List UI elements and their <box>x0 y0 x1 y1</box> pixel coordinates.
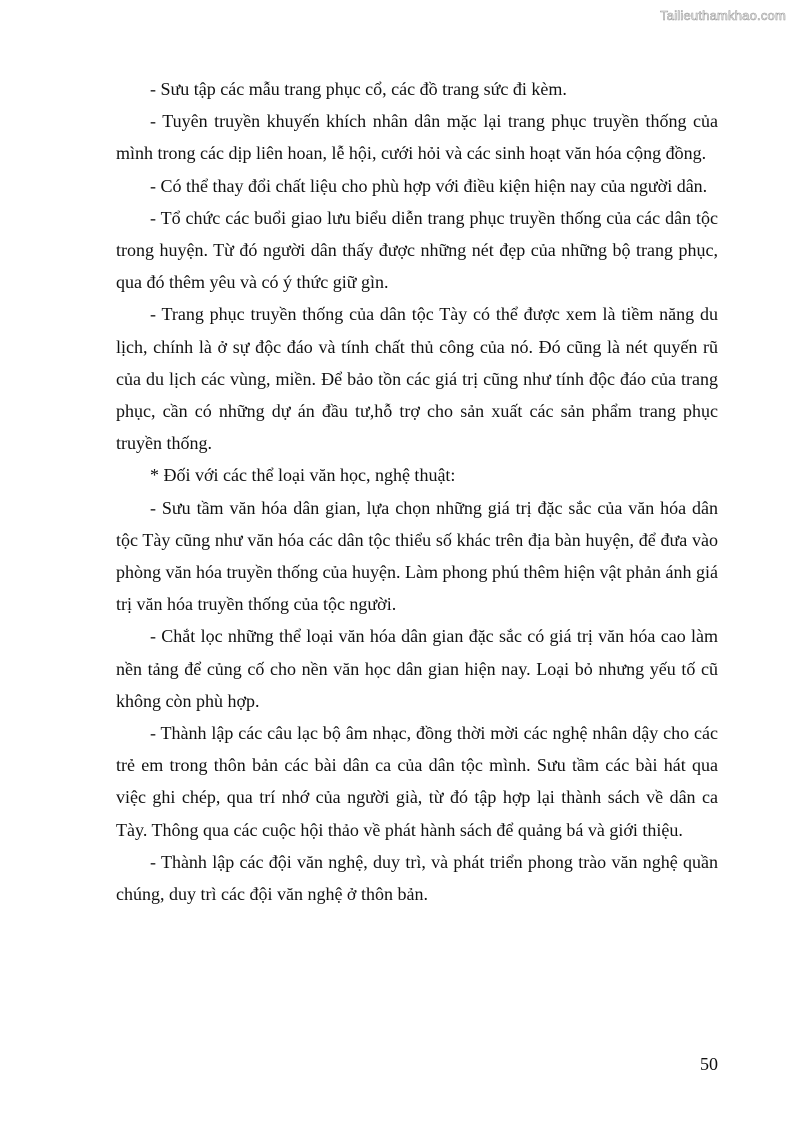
paragraph: - Tổ chức các buổi giao lưu biểu diễn trang phục truyền thống của các dân tộc trong huyện. Từ đó người dân thấy được những nét đẹp của những bộ trang phục, qua đó thêm yêu và có ý thức giữ gìn. <box>116 207 718 293</box>
watermark: Tailieuthamkhao.com <box>660 8 786 23</box>
paragraph: - Thành lập các đội văn nghệ, duy trì, và phát triển phong trào văn nghệ quần chúng, duy trì các đội văn nghệ ở thôn bản. <box>116 851 718 905</box>
paragraph: - Chắt lọc những thể loại văn hóa dân gian đặc sắc có giá trị văn hóa cao làm nền tảng để củng cố cho nền văn học dân gian hiện nay. Loại bỏ nhưng yếu tố cũ không còn phù hợp. <box>116 626 718 711</box>
paragraph: - Sưu tập các mẫu trang phục cổ, các đồ trang sức đi kèm. <box>150 79 567 99</box>
document-body <box>116 73 718 910</box>
section-heading: * Đối với các thể loại văn học, nghệ thuật: <box>150 465 456 486</box>
paragraph: - Trang phục truyền thống của dân tộc Tày có thể được xem là tiềm năng du lịch, chính là ở sự độc đáo và tính chất thủ công của nó. Đó cũng là nét quyến rũ của du lịch các vùng, miền. Để bảo tồn các giá trị cũng như tính độc đáo của trang phục, cần có những dự án đầu tư,hỗ trợ cho sản xuất các sản phẩm trang phục truyền thống. <box>116 304 718 454</box>
paragraph: - Sưu tầm văn hóa dân gian, lựa chọn những giá trị đặc sắc của văn hóa dân tộc Tày cũng như văn hóa các dân tộc thiểu số khác trên địa bàn huyện, để đưa vào phòng văn hóa truyền thống của huyện. Làm phong phú thêm hiện vật phản ánh giá trị văn hóa truyền thống của tộc người. <box>116 497 718 615</box>
paragraph: - Tuyên truyền khuyến khích nhân dân mặc lại trang phục truyền thống của mình trong các dịp liên hoan, lễ hội, cưới hỏi và các sinh hoạt văn hóa cộng đồng. <box>116 111 718 164</box>
paragraph: - Có thể thay đổi chất liệu cho phù hợp với điều kiện hiện nay của người dân. <box>150 175 708 196</box>
paragraph: - Thành lập các câu lạc bộ âm nhạc, đồng thời mời các nghệ nhân dậy cho các trẻ em trong thôn bản các bài dân ca của dân tộc mình. Sưu tầm các bài hát qua việc ghi chép, qua trí nhớ của người già, từ đó tập hợp lại thành sách về dân ca Tày. Thông qua các cuộc hội thảo về phát hành sách để quảng bá và giới thiệu. <box>116 723 718 840</box>
page-number: 50 <box>700 1054 718 1074</box>
